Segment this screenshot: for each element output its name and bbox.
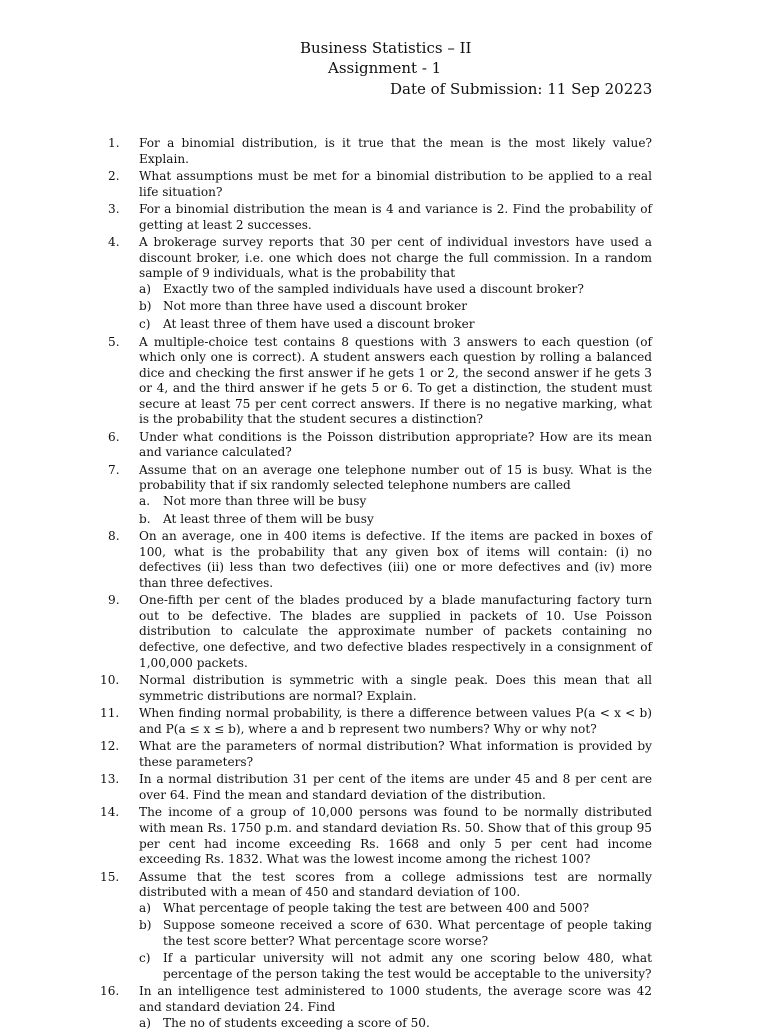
sub-question-text: Exactly two of the sampled individuals have used a discount broker? [163,281,584,296]
question-item [108,169,652,200]
sub-question-text: Not more than three will be busy [163,494,367,509]
question-number: 6. [108,429,120,444]
sub-question [139,282,652,298]
question-item [108,202,652,233]
question-item [100,739,652,770]
sub-question-text: At least three of them have used a discount broker [163,317,475,332]
question-number: 4. [108,235,120,250]
question-item [100,805,652,867]
question-item [108,529,652,591]
sub-question [139,918,652,949]
sub-question-text: Suppose someone received a score of 630. What percentage of people taking the test score better? What percentage score worse? [163,918,652,948]
question-item [100,869,652,983]
question-number: 9. [108,593,120,608]
question-list [100,136,652,1033]
question-text: What assumptions must be met for a binomial distribution to be applied to a real life situation? [139,169,652,199]
question-item [100,706,652,737]
question-text: In an intelligence test administered to 1000 students, the average score was 42 and standard deviation 24. Find [139,984,652,1014]
question-text: For a binomial distribution the mean is 4 and variance is 2. Find the probability of getting at least 2 successes. [139,202,652,232]
question-number: 15. [100,869,120,884]
question-number: 3. [108,202,120,217]
question-item [108,335,652,428]
sub-question-text: At least three of them will be busy [163,511,374,526]
question-text: Normal distribution is symmetric with a single peak. Does this mean that all symmetric distributions are normal? Explain. [139,673,652,703]
question-text: When finding normal probability, is there a difference between values P(a < x < b) and P(a ≤ x ≤ b), where a and b represent two numbers? Why or why not? [139,706,652,736]
sub-question-text: If a particular university will not admit any one scoring below 480, what percentage of the person taking the test would be acceptable to the university? [163,951,652,981]
question-number: 8. [108,529,120,544]
question-number: 7. [108,462,120,477]
question-number: 1. [108,136,120,150]
question-text: The income of a group of 10,000 persons was found to be normally distributed with mean Rs. 1750 p.m. and standard deviation Rs. 50. Show that of this group 95 per cent had income exceeding Rs. 1668 and only 5 per cent had income exceeding Rs. 1832. What was the lowest income among the richest 100? [139,805,652,867]
submission-date: Date of Submission: 11 Sep 20223 [390,80,653,98]
sub-question [139,299,652,315]
question-number: 12. [100,739,120,754]
question-text: On an average, one in 400 items is defective. If the items are packed in boxes of 100, what is the probability that any given box of items will contain: (i) no defectives (ii) less than two defectives (iii) one or more defectives and (iv) more than three defectives. [139,529,652,590]
question-number: 13. [100,772,120,787]
question-text: What are the parameters of normal distribution? What information is provided by these parameters? [139,739,652,769]
assignment-title: Assignment - 1 [328,59,442,77]
sub-question-text: What percentage of people taking the test are between 400 and 500? [163,900,590,915]
sub-question [139,317,652,333]
question-text: For a binomial distribution, is it true that the mean is the most likely value? Explain. [139,136,652,166]
question-number: 14. [100,805,120,820]
sub-question-label: a. [139,494,151,509]
sub-question [139,512,652,528]
question-text: Assume that the test scores from a college admissions test are normally distributed with a mean of 450 and standard deviation of 100. [139,869,652,900]
question-item [108,593,652,671]
question-item [108,430,652,461]
course-title: Business Statistics – II [300,39,472,57]
question-text: In a normal distribution 31 per cent of the items are under 45 and 8 per cent are over 64. Find the mean and standard deviation of the distribution. [139,772,652,802]
question-item [108,463,652,527]
question-number: 5. [108,334,120,349]
question-item [100,984,652,1031]
sub-question-text: The no of students exceeding a score of 50. [163,1015,430,1030]
sub-question-label: a) [139,900,151,915]
sub-question-label: b) [139,918,152,933]
sub-question-label: b. [139,511,151,526]
question-text: A multiple-choice test contains 8 questions with 3 answers to each question (of which only one is correct). A student answers each question by rolling a balanced dice and checking the first answer if he gets 1 or 2, the second answer if he gets 3 or 4, and the third answer if he gets 5 or 6. To get a distinction, the student must secure at least 75 per cent correct answers. If there is no negative marking, what is the probability that the student secures a distinction? [139,334,652,427]
sub-question-text: Not more than three have used a discount broker [163,299,468,314]
sub-question [139,494,652,510]
question-item [100,673,652,704]
question-text: Assume that on an average one telephone number out of 15 is busy. What is the probability that if six randomly selected telephone numbers are called [139,462,652,493]
sub-question-label: b) [139,299,152,314]
sub-question [139,951,652,982]
question-item [108,136,652,167]
sub-question [139,1016,652,1032]
question-number: 16. [100,984,120,999]
sub-question [139,901,652,917]
question-text: Under what conditions is the Poisson distribution appropriate? How are its mean and variance calculated? [139,429,652,460]
question-number: 10. [100,673,120,688]
question-text: One-fifth per cent of the blades produced by a blade manufacturing factory turn out to be defective. The blades are supplied in packets of 10. Use Poisson distribution to calculate the approximate number of packets containing no defective, one defective, and two defective blades respectively in a consignment of 1,00,000 packets. [139,593,652,670]
sub-question-label: c) [139,951,151,966]
question-text: A brokerage survey reports that 30 per cent of individual investors have used a discount broker, i.e. one which does not charge the full commission. In a random sample of 9 individuals, what is the probability that [139,235,652,281]
question-item [108,235,652,332]
question-number: 11. [100,706,120,721]
question-item [100,772,652,803]
sub-question-label: a) [139,281,151,296]
sub-question-label: a) [139,1015,151,1030]
question-number: 2. [108,169,120,184]
sub-question-label: c) [139,317,151,332]
